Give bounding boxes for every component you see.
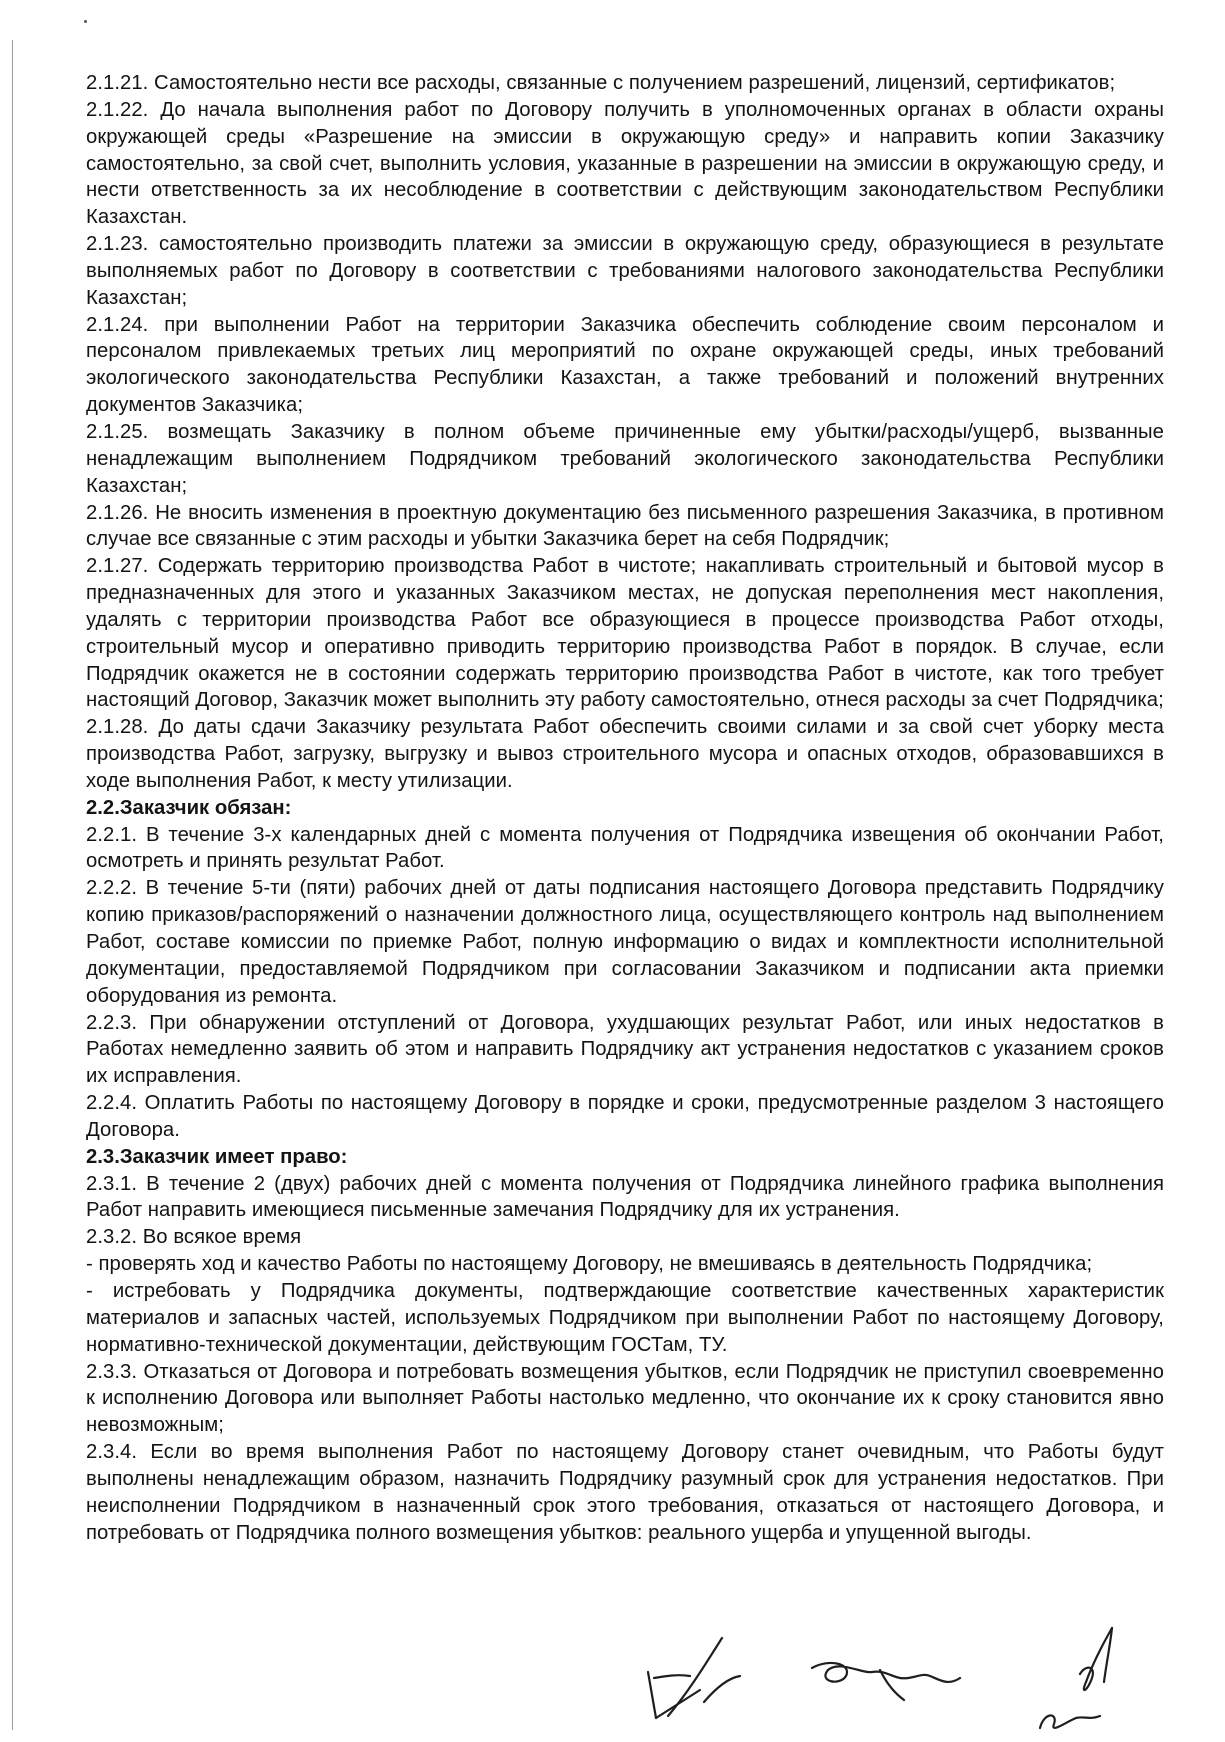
- paragraph-2-2-3: 2.2.3. При обнаружении отступлений от Договора, ухудшающих результат Работ, или иных недостатков в Работах немедленно заявить об этом и направить Подрядчику акт устранения недостатков с указанием сроков их исправления.: [86, 1011, 1164, 1088]
- signatures-svg: [0, 1620, 1225, 1742]
- paragraph-2-1-27: 2.1.27. Содержать территорию производства Работ в чистоте; накапливать строительный и бытовой мусор в предназначенных для этого и указанных Заказчиком местах, не допуская переполнения мест накопления, удалять с территории производства Работ все образующиеся в процессе производства Работ отходы, строительный мусор и оперативно приводить территорию производства Работ в порядок. В случае, если Подрядчик окажется не в состоянии содержать территорию производства Работ в чистоте, как того требует настоящий Договор, Заказчик может выполнить эту работу самостоятельно, отнеся расходы за счет Подрядчика;: [86, 555, 1164, 712]
- paragraph-2-1-24: 2.1.24. при выполнении Работ на территории Заказчика обеспечить соблюдение своим персоналом и персоналом привлекаемых третьих лиц мероприятий по охране окружающей среды, иных требований экологического законодательства Республики Казахстан, а также требований и положений внутренних документов Заказчика;: [86, 313, 1164, 417]
- paragraph-2-1-23: 2.1.23. самостоятельно производить платежи за эмиссии в окружающую среду, образующиеся в результате выполняемых работ по Договору в соответствии с требованиями налогового законодательства Республики Казахстан;: [86, 233, 1164, 309]
- signature-3: [1040, 1628, 1112, 1728]
- paragraph-2-2-4: 2.2.4. Оплатить Работы по настоящему Договору в порядке и сроки, предусмотренные разделом 3 настоящего Договора.: [86, 1092, 1164, 1141]
- signature-1: [648, 1638, 740, 1718]
- paragraph-2-3-2-item-1: - проверять ход и качество Работы по настоящему Договору, не вмешиваясь в деятельность Подрядчика;: [86, 1253, 1093, 1276]
- paragraph-2-3-2: 2.3.2. Во всякое время: [86, 1226, 302, 1249]
- paragraph-2-2-1: 2.2.1. В течение 3-х календарных дней с момента получения от Подрядчика извещения об окончании Работ, осмотреть и принять результат Работ.: [86, 823, 1164, 873]
- paragraph-2-2-2: 2.2.2. В течение 5-ти (пяти) рабочих дней от даты подписания настоящего Договора представить Подрядчику копию приказов/распоряжений о назначении должностного лица, осуществляющего контроль над выполнением Работ, составе комиссии по приемке Работ, полную информацию о видах и комплектности исполнительной документации, предоставляемой Подрядчиком при согласовании Заказчиком и подписании акта приемки оборудования из ремонта.: [86, 877, 1164, 1007]
- scan-edge-line: [12, 40, 13, 1730]
- signature-2: [812, 1663, 960, 1700]
- signatures-area: [0, 1620, 1225, 1742]
- paragraph-2-1-28: 2.1.28. До даты сдачи Заказчику результата Работ обеспечить своими силами и за свой счет уборку места производства Работ, загрузку, выгрузку и вывоз строительного мусора и опасных отходов, образовавшихся в ходе выполнения Работ, к месту утилизации.: [86, 716, 1164, 792]
- paragraph-2-3-1: 2.3.1. В течение 2 (двух) рабочих дней с момента получения от Подрядчика линейного графика выполнения Работ направить имеющиеся письменные замечания Подрядчику для их устранения.: [86, 1172, 1164, 1222]
- document-page: [86, 70, 1164, 1546]
- paragraph-2-3-3: 2.3.3. Отказаться от Договора и потребовать возмещения убытков, если Подрядчик не приступил своевременно к исполнению Договора или выполняет Работы настолько медленно, что окончание их к сроку становится явно невозможным;: [86, 1360, 1164, 1437]
- paragraph-2-1-25: 2.1.25. возмещать Заказчику в полном объеме причиненные ему убытки/расходы/ущерб, вызванные ненадлежащим выполнением Подрядчиком требований экологического законодательства Республики Казахстан;: [86, 420, 1164, 497]
- paragraph-2-1-22: 2.1.22. До начала выполнения работ по Договору получить в уполномоченных органах в области охраны окружающей среды «Разрешение на эмиссии в окружающую среду» и направить копии Заказчику самостоятельно, за свой счет, выполнить условия, указанные в разрешении на эмиссии в окружающую среду, и нести ответственность за их несоблюдение в соответствии с действующим законодательством Республики Казахстан.: [86, 98, 1164, 229]
- paragraph-2-1-21: 2.1.21. Самостоятельно нести все расходы, связанные с получением разрешений, лицензий, сертификатов;: [86, 72, 1116, 94]
- paragraph-2-3-2-item-2: - истребовать у Подрядчика документы, подтверждающие соответствие качественных характеристик материалов и запасных частей, используемых Подрядчиком при выполнении Работ по настоящему Договору, нормативно-технической документации, действующим ГОСТам, ТУ.: [86, 1279, 1164, 1356]
- scan-speck: [84, 20, 87, 23]
- section-heading-2-3: 2.3.Заказчик имеет право:: [86, 1145, 348, 1168]
- paragraph-2-1-26: 2.1.26. Не вносить изменения в проектную документацию без письменного разрешения Заказчика, в противном случае все связанные с этим расходы и убытки Заказчика берет на себя Подрядчик;: [86, 501, 1164, 551]
- paragraph-2-3-4: 2.3.4. Если во время выполнения Работ по настоящему Договору станет очевидным, что Работы будут выполнены ненадлежащим образом, назначить Подрядчику разумный срок для устранения недостатков. При неисполнении Подрядчиком в назначенный срок этого требования, отказаться от настоящего Договора, и потребовать от Подрядчика полного возмещения убытков: реального ущерба и упущенной выгоды.: [86, 1441, 1164, 1544]
- section-heading-2-2: 2.2.Заказчик обязан:: [86, 796, 292, 819]
